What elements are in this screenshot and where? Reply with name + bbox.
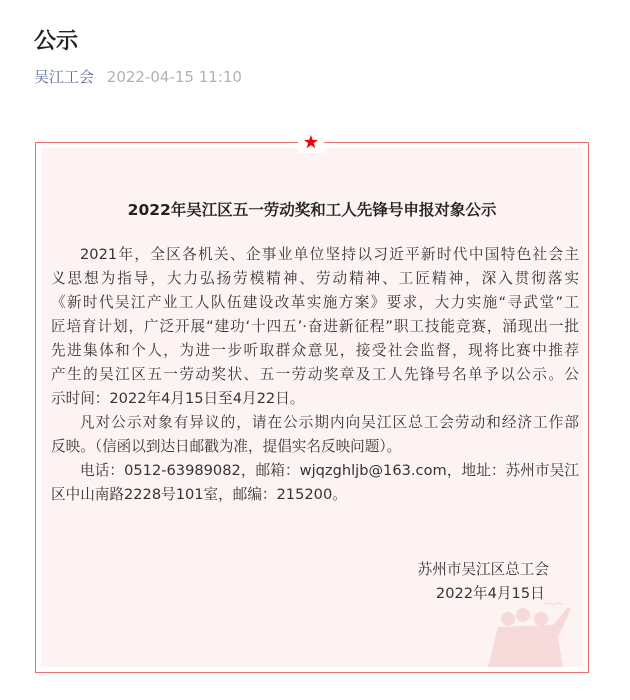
text-line: 义思想为指导，大力弘扬劳模精神、劳动精神、工匠精神，深入贯彻落实 xyxy=(51,270,579,287)
text-line: 电话：0512-63989082，邮箱：wjqzghljb@163.com，地址：苏州市吴江 xyxy=(80,462,579,479)
signature-org: 苏州市吴江区总工会 xyxy=(417,561,549,578)
star-icon: ★ xyxy=(302,132,320,153)
notice-frame xyxy=(35,132,589,673)
notice-heading: 2022年吴江区五一劳动奖和工人先锋号申报对象公示 xyxy=(127,201,497,219)
notice-body xyxy=(41,148,583,667)
text-line: 匠培育计划，广泛开展“建功‘十四五’·奋进新征程”职工技能竞赛，涌现出一批 xyxy=(51,318,579,335)
workers-silhouette-icon xyxy=(473,597,583,667)
signature-date: 2022年4月15日 xyxy=(435,585,545,602)
notice-text xyxy=(51,243,579,507)
text-line: 《新时代吴江产业工人队伍建设改革实施方案》要求，大力实施“寻武堂”工 xyxy=(51,294,579,311)
publish-time: 2022-04-15 11:10 xyxy=(106,68,242,86)
text-line: 产生的吴江区五一劳动奖状、五一劳动奖章及工人先锋号名单予以公示。公 xyxy=(51,366,579,383)
article-title: 公示 xyxy=(34,29,79,54)
author-link[interactable]: 吴江工会 xyxy=(34,68,95,86)
text-line: 示时间：2022年4月15日至4月22日。 xyxy=(51,390,305,407)
text-line: 先进集体和个人，为进一步听取群众意见，接受社会监督，现将比赛中推荐 xyxy=(51,342,579,359)
text-line: 区中山南路2228号101室，邮编：215200。 xyxy=(51,486,347,503)
text-line: 反映。（信函以到达日邮戳为准，提倡实名反映问题）。 xyxy=(51,438,402,455)
text-line: 凡对公示对象有异议的，请在公示期内向吴江区总工会劳动和经济工作部 xyxy=(80,414,579,431)
text-line: 2021年，全区各机关、企事业单位坚持以习近平新时代中国特色社会主 xyxy=(80,246,579,263)
article-meta xyxy=(34,66,242,87)
